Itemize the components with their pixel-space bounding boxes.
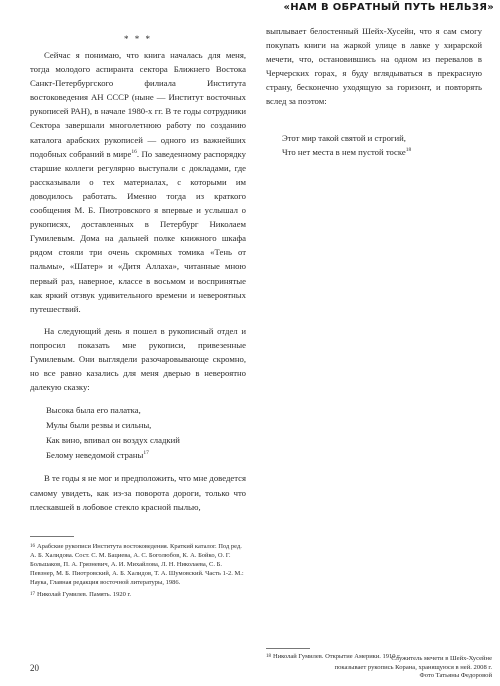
right-column: [266, 24, 482, 160]
paragraph-1-text-a: Сейчас я понимаю, что книга началась для меня, тогда молодого аспиранта сектора Ближнего Востока Санкт-Петербургского филиала Института востоковедения АН СССР (ныне — Институт восточных рукописей РАН), в начале 1980-х гг. В те годы сотрудники Сектора завершали многолетнюю работу по созданию каталога арабских рукописей — одного из важнейших подобных собраний в мире: [30, 50, 246, 159]
caption-line: Служитель мечети в Шейх-Хусейне: [391, 655, 492, 662]
paragraph-2: На следующий день я пошел в рукописный отдел и попросил показать мне рукописи, привезенные Гумилевым. Они выглядели разочаровывающе скромно, но все равно казались для меня дверью в невероятно далекую сказку:: [30, 325, 246, 393]
section-separator: * * *: [124, 34, 152, 44]
poem-line: Этот мир такой святой и строгий,: [282, 132, 406, 143]
poem-line-last: [46, 448, 246, 463]
footnote-rule: [266, 648, 310, 649]
paragraph-3: В те годы я не мог и предположить, что мне доведется самому увидеть, как из-за поворота дороги, только что плескавшей в лобовое стекло красной пылью,: [30, 473, 246, 512]
poem-line: Высока была его палатка,: [46, 405, 141, 416]
caption-line: показывает рукопись Корана, хранящуюся в ней. 2008 г.: [334, 663, 492, 671]
paragraph-1-text-b: . По заведенному распорядку старшие коллеги регулярно выступали с докладами, где рассказывали о тех материалах, с которыми им доводилось работать. Именно тогда из краткого сообщения М. Б. Пиотровского я впервые и услышал о рукописях, доставленных в Петербург Николаем Гумилевым. Дома на дальней полке книжного шкафа рядом стояли три очень скромных томика «Тень от пальмы», «Шатер» и «Дитя Аллаха», читанные мною первый раз, наверное, классе в восьмом и воспринятые как яркий отзвук удивительного времени и невероятных путешествий.: [30, 148, 246, 314]
caption-line: Фото Татьяны Федоровой: [419, 672, 492, 680]
footnote-text: Арабские рукописи Института востоковедения. Краткий каталог. Под ред. А. Б. Халидова. Сост. С. М. Бациева, А. С. Боголюбов, К. А. Бойко, О. Г. Большаков, П. А. Грязневич, А. И. Михайлова, Л. Н. Николаева, С. Б. Певзнер, М. Б. Пиотровский, А. Б. Халидов, Т. А. Шумовский. Часть 1-2. М.: Наука, Главная редакция восточной литературы, 1986.: [30, 543, 244, 586]
paragraph-1: [30, 48, 246, 316]
poem-line: Как вино, впивал он воздух сладкий: [46, 434, 180, 445]
footnote-text: Николай Гумилев. Открытие Америки. 1910 г.: [273, 653, 401, 660]
photo-caption: [232, 655, 492, 681]
paragraph-continued: выплывает белостенный Шейх-Хусейн, что я сам смогу покупать книги на жаркой улице в лавке у хирарской мечети, что, остановившись на одном из перевалов в Черчерских горах, я буду вглядываться в прекрасную страну, бесконечно уходящую за горизонт, и повторять вслед за поэтом:: [266, 26, 482, 107]
footnote-16: [30, 542, 246, 587]
page-number: 20: [30, 663, 39, 673]
poem-quote: [46, 403, 246, 462]
footnote-number: 17: [30, 592, 35, 597]
poem-line-last: [282, 145, 482, 160]
footnote-text: Николай Гумилев. Память. 1920 г.: [37, 591, 132, 598]
footnote-number: 16: [30, 544, 35, 549]
running-head: «НАМ В ОБРАТНЫЙ ПУТЬ НЕЛЬЗЯ»: [283, 2, 494, 13]
poem-line-text: Белому неведомой страны: [46, 449, 144, 460]
footnote-ref-16: 16: [131, 148, 137, 155]
footnotes: [30, 542, 246, 602]
poem-line: Мулы были резвы и сильны,: [46, 420, 152, 431]
footnote-rule: [30, 536, 74, 537]
footnote-17: [30, 590, 246, 599]
footnote-number: 18: [266, 654, 271, 659]
left-column: [30, 34, 246, 514]
poem-quote-2: [282, 131, 482, 161]
footnote-ref-18: 18: [405, 147, 412, 154]
poem-line-text: Что нет места в нем пустой тоске: [282, 147, 406, 158]
footnote-ref-17: 17: [143, 449, 149, 456]
